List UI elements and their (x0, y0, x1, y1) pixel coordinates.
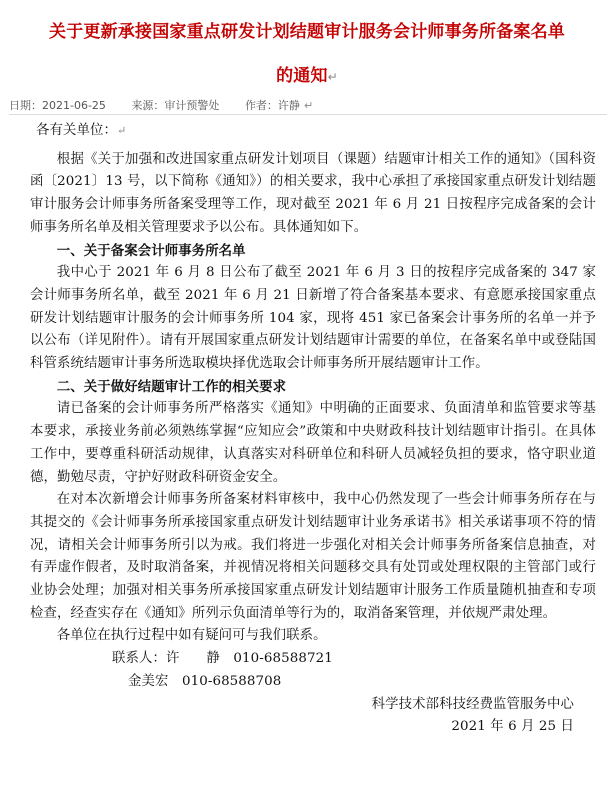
paragraph-mark: ↵ (327, 70, 338, 84)
intro-paragraph: 根据《关于加强和改进国家重点研发计划项目（课题）结题审计相关工作的通知》（国科资函〔2021〕13 号，以下简称《通知》）的相关要求，我中心承担了承接国家重点研发计划结题审计服务会计师事务所备案受理等工作，现对截至 2021 年 6 月 21 日按程序完成备案的会计师事务所名单及相关管理要求予以公布。具体通知如下。 (30, 151, 596, 235)
meta-date: 日期：2021-06-25 (9, 99, 106, 112)
issue-date: 2021 年 6 月 25 日 (451, 719, 574, 735)
section-heading-1: 一、关于备案会计师事务所名单 (56, 242, 246, 259)
meta-divider (9, 114, 607, 115)
list-paragraph: 我中心于 2021 年 6 月 8 日公布了截至 2021 年 6 月 3 日的按程序完成备案的 347 家会计师事务所名单，截至 2021 年 6 月 21 日新增了符合备案基本要求、有意愿承接国家重点研发计划结题审计服务的会计师事务所 104 家，现将 451 家已备案会计事务所的名单一并予以公布（详见附件）。请有开展国家重点研发计划结题审计需要的单位，在备案名单中或登陆国科管系统结题审计事务所选取模块择优选取会计师事务所开展结题审计工作。 (30, 265, 596, 372)
notice-title-text-2: 的通知 (276, 66, 328, 86)
issuing-organization: 科学技术部科技经费监管服务中心 (371, 696, 574, 712)
requirements-paragraph: 请已备案的会计师事务所严格落实《通知》中明确的正面要求、负面清单和监管要求等基本要求，承接业务前必须熟练掌握“应知应会”政策和中央财政科技计划结题审计指引。在具体工作中，要尊重科研活动规律，认真落实对科研单位和科研人员减轻负担的要求，恪守职业道德，勤勉尽责，守护好财政科研资金安全。 (30, 401, 596, 485)
audit-paragraph: 在对本次新增会计师事务所备案材料审核中，我中心仍然发现了一些会计师事务所存在与其提交的《会计师事务所承接国家重点研发计划结题审计业务承诺书》相关承诺事项不符的情况，请相关会计师事务所引以为戒。我们将进一步强化对相关会计师事务所备案信息抽查，对有弄虚作假者，及时取消备案，并视情况将相关问题移交具有处罚或处理权限的主管部门或行业协会处理；加强对相关事务所承接国家重点研发计划结题审计服务工作质量随机抽查和专项检查，经查实存在《通知》所列示负面清单等行为的，取消备案管理，并依规严肃处理。 (30, 492, 596, 621)
meta-source: 来源：审计预警处 (131, 99, 220, 112)
paragraph-mark: ↵ (303, 99, 314, 112)
notice-title-line2 (6, 64, 608, 89)
notice-title-text-1: 关于更新承接国家重点研发计划结题审计服务会计师事务所备案名单 (49, 22, 565, 42)
salutation: 各有关单位：↵ (36, 123, 127, 138)
contact-line-2: 金美宏 010-68588708 (128, 673, 282, 689)
notice-body (30, 120, 596, 739)
article-meta (9, 97, 317, 113)
section-heading-2: 二、关于做好结题审计工作的相关要求 (56, 378, 287, 395)
contact-intro: 各单位在执行过程中如有疑问可与我们联系。 (56, 628, 327, 644)
notice-title-line1 (6, 20, 608, 44)
meta-author: 作者：许静 (244, 99, 300, 112)
contact-line-1: 联系人：许 静 010-68588721 (112, 651, 333, 667)
